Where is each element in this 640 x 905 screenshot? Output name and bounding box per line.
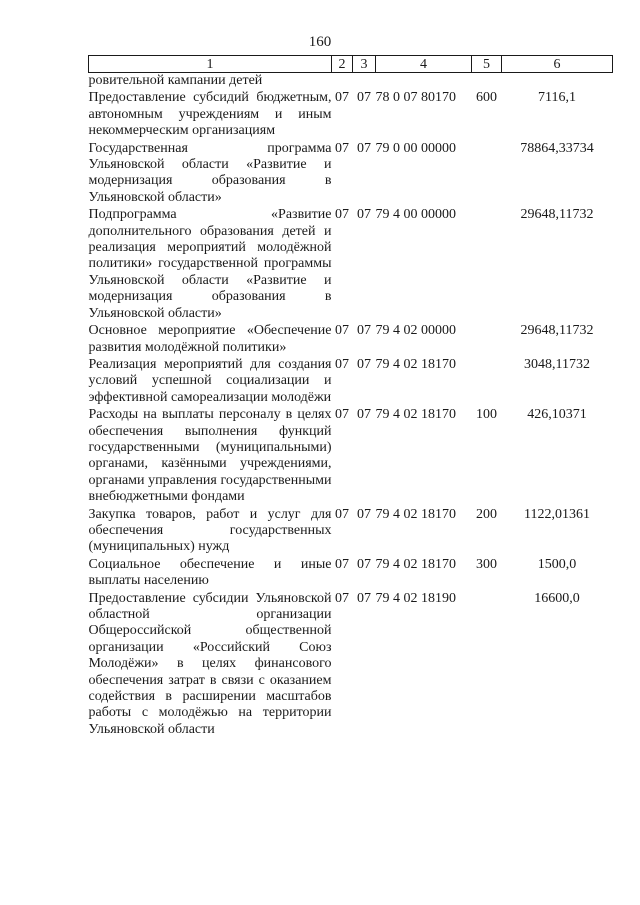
row-section: 07 [335,140,349,156]
row-section: 07 [335,590,349,606]
row-target-code: 79 4 02 00000 [375,323,456,339]
row-name: ровительной кампании детей [88,73,263,88]
column-header-6: 6 [502,56,613,73]
table-row [89,323,613,357]
row-section: 07 [335,556,349,572]
row-subsection [353,73,376,91]
row-section: 07 [335,207,349,223]
page-number: 160 [308,34,332,50]
row-target-code: 79 4 02 18170 [375,407,456,423]
table-row [89,207,613,323]
table-row [89,557,613,591]
row-amount: 3048,11732 [524,356,590,372]
row-expense-type [472,73,502,91]
row-amount: 1500,0 [537,556,577,572]
row-expense-type [472,323,502,357]
row-expense-type: 300 [476,556,497,572]
row-target-code: 79 4 00 00000 [375,207,456,223]
row-amount [502,73,613,91]
row-target-code: 79 4 02 18170 [375,356,456,372]
row-amount: 29648,11732 [520,323,594,339]
row-expense-type: 600 [476,90,497,106]
row-section: 07 [335,506,349,522]
row-name: Основное мероприятие «Обеспечение развития молодёжной политики» [88,323,332,355]
row-name: Реализация мероприятий для создания условий успешной социализации и эффективной самореализации молодёжи [88,356,332,405]
table-row [89,591,613,740]
column-header-3: 3 [353,56,376,73]
row-name: Предоставление субсидии Ульяновской областной организации Общероссийской общественной организации «Российский Союз Молодёжи» в целях финансового обеспечения затрат в связи с оказанием содействия в расширении масштабов работы с молодёжью на территории Ульяновской области [88,590,332,737]
row-section: 07 [335,90,349,106]
row-expense-type [472,141,502,208]
row-amount: 16600,0 [534,590,580,606]
row-subsection: 07 [357,207,371,223]
table-row [89,357,613,407]
row-amount: 78864,33734 [520,140,594,156]
row-subsection: 07 [357,407,371,423]
table-row [89,73,613,91]
table-row [89,507,613,557]
column-header-5: 5 [472,56,502,73]
row-section: 07 [335,407,349,423]
row-subsection: 07 [357,506,371,522]
table-row [89,141,613,208]
column-header-1: 1 [89,56,332,73]
row-section: 07 [335,323,349,339]
row-target-code: 79 4 02 18190 [375,590,456,606]
row-amount: 426,10371 [527,407,587,423]
table-row [89,90,613,140]
row-subsection: 07 [357,356,371,372]
header-row [89,56,613,73]
row-amount: 1122,01361 [524,506,590,522]
row-expense-type [472,591,502,740]
row-name: Закупка товаров, работ и услуг для обеспечения государственных (муниципальных) нужд [88,506,332,555]
row-name: Предоставление субсидий бюджетным, автономным учреждениям и иным некоммерческим организациям [88,90,332,139]
budget-table [88,55,613,739]
row-target-code: 79 0 00 00000 [375,140,456,156]
row-expense-type: 200 [476,506,497,522]
row-subsection: 07 [357,323,371,339]
row-subsection: 07 [357,590,371,606]
row-subsection: 07 [357,556,371,572]
column-header-4: 4 [376,56,472,73]
row-subsection: 07 [357,90,371,106]
row-name: Подпрограмма «Развитие дополнительного образования детей и реализация мероприятий молодёжной политики» государственной программы Ульяновской области «Развитие и модернизация образования в Ульяновской области» [88,207,332,321]
row-name: Государственная программа Ульяновской области «Развитие и модернизация образования в Ульяновской области» [88,140,332,205]
row-expense-type: 100 [476,407,497,423]
row-target-code: 79 4 02 18170 [375,506,456,522]
row-name: Социальное обеспечение и иные выплаты населению [88,556,332,589]
row-amount: 7116,1 [538,90,576,106]
table-row [89,407,613,506]
row-target-code: 79 4 02 18170 [375,556,456,572]
row-name: Расходы на выплаты персоналу в целях обеспечения выполнения функций государственными (муниципальными) органами, казёнными учреждениями, органами управления государственными внебюджетными фондами [88,407,332,505]
row-expense-type [472,357,502,407]
column-header-2: 2 [332,56,353,73]
row-expense-type [472,207,502,323]
row-section: 07 [335,356,349,372]
row-subsection: 07 [357,140,371,156]
row-amount: 29648,11732 [520,207,594,223]
row-target-code: 78 0 07 80170 [375,90,456,106]
row-section [332,73,353,91]
row-target-code [376,73,472,91]
